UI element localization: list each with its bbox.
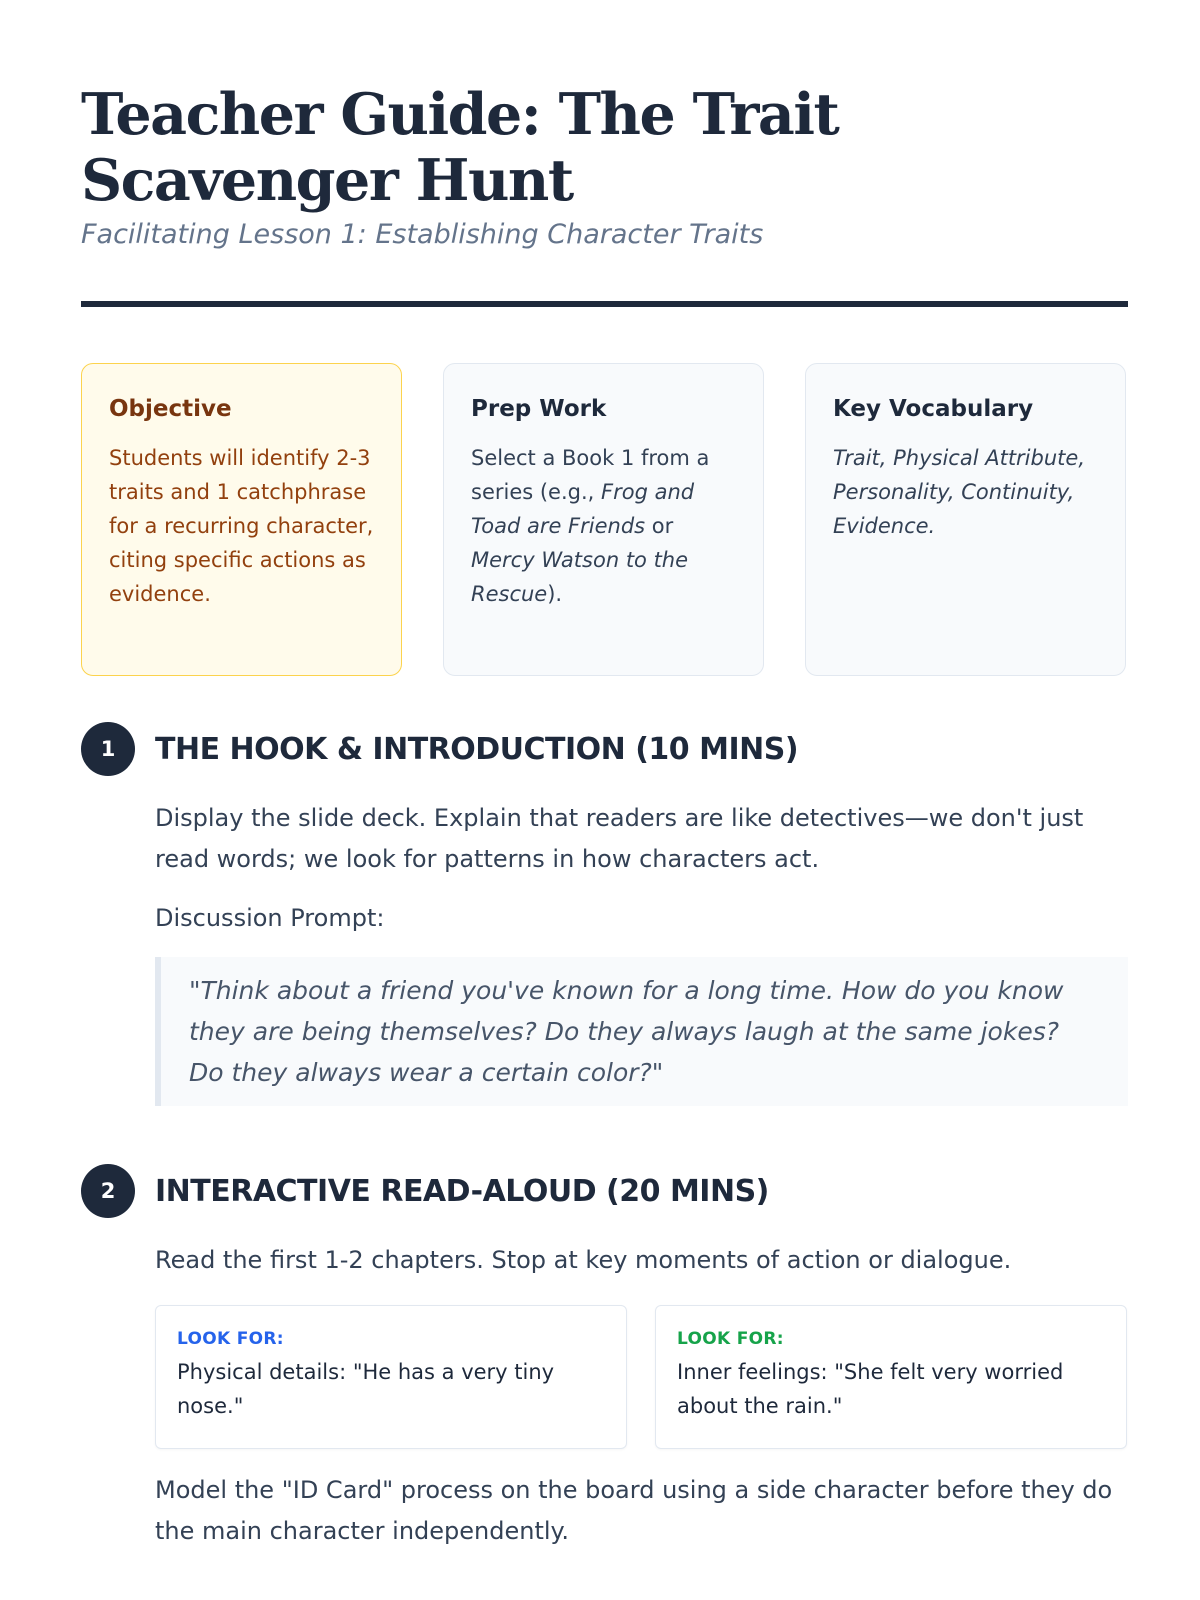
prep-text-suffix: ). — [547, 582, 563, 606]
section-interactive-read-aloud — [81, 1164, 1128, 1552]
page-title: Teacher Guide: The Trait Scavenger Hunt — [81, 81, 839, 214]
look-for-label: LOOK FOR: — [177, 1329, 284, 1349]
key-vocabulary-card — [805, 363, 1126, 676]
header-divider — [81, 301, 1128, 307]
section-header — [81, 722, 1128, 776]
look-for-boxes — [155, 1305, 1128, 1449]
look-for-physical-box — [155, 1305, 627, 1449]
section-intro: Display the slide deck. Explain that readers are like detectives—we don't just read words; we look for patterns in how characters act. — [155, 804, 1084, 873]
step-number-badge: 1 — [81, 722, 135, 776]
look-for-text: Physical details: "He has a very tiny nose." — [177, 1360, 555, 1418]
objective-title: Objective — [109, 396, 232, 422]
look-for-feelings-box — [655, 1305, 1127, 1449]
objective-body: Students will identify 2-3 traits and 1 catchphrase for a recurring character, citing specific actions as evidence. — [109, 446, 374, 606]
section-title: INTERACTIVE READ-ALOUD (20 MINS) — [155, 1173, 769, 1209]
key-vocabulary-body: Trait, Physical Attribute, Personality, Continuity, Evidence. — [833, 446, 1085, 538]
info-cards — [81, 363, 1128, 676]
section-hook-introduction — [81, 722, 1128, 1106]
objective-card — [81, 363, 402, 676]
section-header — [81, 1164, 1128, 1218]
section-closing: Model the "ID Card" process on the board using a side character before they do the main character independently. — [155, 1476, 1113, 1545]
discussion-prompt-label: Discussion Prompt: — [155, 904, 385, 932]
book-title-frog-and-toad: Frog and Toad are Friends — [471, 480, 695, 538]
page-subtitle: Facilitating Lesson 1: Establishing Character Traits — [81, 219, 764, 250]
section-body — [155, 798, 1128, 1106]
step-number-badge: 2 — [81, 1164, 135, 1218]
key-vocabulary-title: Key Vocabulary — [833, 396, 1034, 422]
book-title-mercy-watson: Mercy Watson to the Rescue — [471, 548, 689, 606]
prep-text-prefix: Select a Book 1 from a series (e.g., — [471, 446, 710, 504]
prep-work-title: Prep Work — [471, 396, 607, 422]
section-intro: Read the first 1-2 chapters. Stop at key moments of action or dialogue. — [155, 1246, 1012, 1274]
look-for-text: Inner feelings: "She felt very worried about the rain." — [677, 1360, 1064, 1418]
teacher-guide-page — [81, 81, 1128, 1545]
section-title: THE HOOK & INTRODUCTION (10 MINS) — [155, 731, 799, 767]
prep-text-middle: or — [645, 514, 674, 538]
prep-work-body — [471, 441, 736, 611]
section-body — [155, 1240, 1128, 1552]
look-for-label: LOOK FOR: — [677, 1329, 784, 1349]
prep-work-card — [443, 363, 764, 676]
discussion-prompt-quote: "Think about a friend you've known for a long time. How do you know they are being themselves? Do they always laugh at the same jokes? Do they always wear a certain color?" — [155, 957, 1128, 1106]
